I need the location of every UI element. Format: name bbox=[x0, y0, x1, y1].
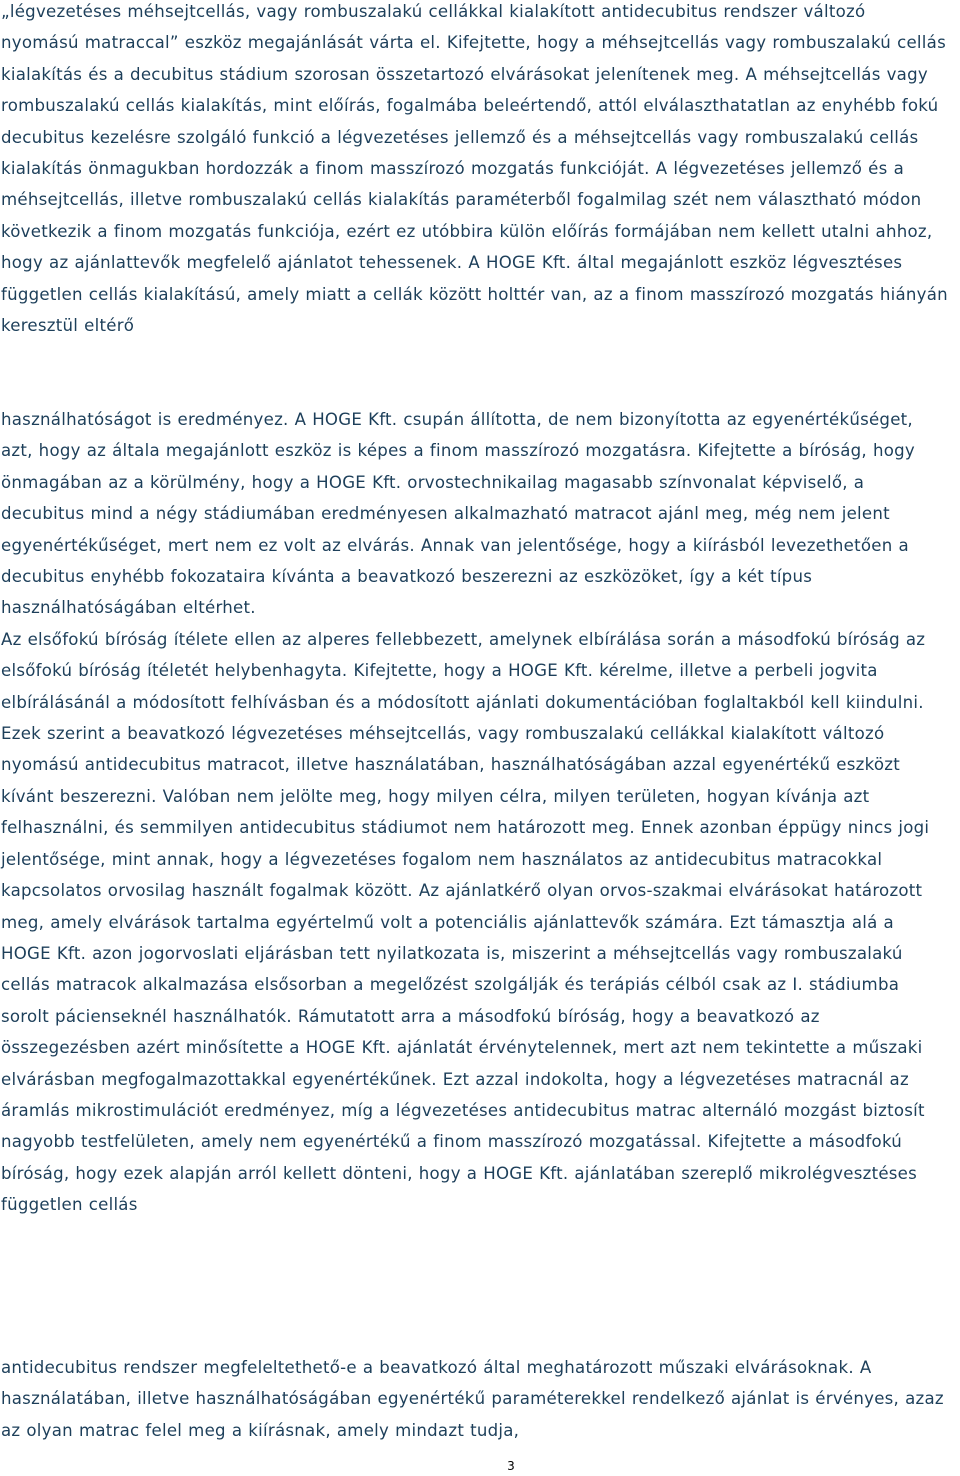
page-number: 3 bbox=[507, 1459, 515, 1473]
text-block-bottom bbox=[1, 1352, 949, 1446]
text-block-top bbox=[1, 0, 949, 341]
paragraph: Az elsőfokú bíróság ítélete ellen az alperes fellebbezett, amelynek elbírálása során a másodfokú bíróság az elsőfokú bíróság ítéletét helybenhagyta. Kifejtette, hogy a HOGE Kft. kérelme, illetve a perbeli jogvita elbírálásánál a módosított felhívásban és a módosított ajánlati dokumentációban foglaltakból kell kiindulni. Ezek szerint a beavatkozó légvezetéses méhsejtcellás, vagy rombuszalakú cellákkal kialakított változó nyomású antidecubitus matracot, illetve használatában, használhatóságában azzal egyenértékű eszközt kívánt beszerezni. Valóban nem jelölte meg, hogy milyen célra, milyen területen, hogyan kívánja azt felhasználni, és semmilyen antidecubitus stádiumot nem határozott meg. Ennek azonban éppügy nincs jogi jelentősége, mint annak, hogy a légvezetéses fogalom nem használatos az antidecubitus matracokkal kapcsolatos orvosilag használt fogalmak között. Az ajánlatkérő olyan orvos-szakmai elvárásokat határozott meg, amely elvárások tartalma egyértelmű volt a potenciális ajánlattevők számára. Ezt támasztja alá a HOGE Kft. azon jogorvoslati eljárásban tett nyilatkozata is, miszerint a méhsejtcellás vagy rombuszalakú cellás matracok alkalmazása elsősorban a megelőzést szolgálják és terápiás célból csak az I. stádiumba sorolt pácienseknél használhatók. Rámutatott arra a másodfokú bíróság, hogy a beavatkozó az összegezésben azért minősítette a HOGE Kft. ajánlatát érvénytelennek, mert azt nem tekintette a műszaki elvárásban megfogalmazottakkal egyenértékűnek. Ezt azzal indokolta, hogy a légvezetéses matracnál az áramlás mikrostimulációt eredményez, míg a légvezetéses antidecubitus matrac alternáló mozgást biztosít nagyobb testfelületen, amely nem egyenértékű a finom masszírozó mozgatással. Kifejtette a másodfokú bíróság, hogy ezek alapján arról kellett dönteni, hogy a HOGE Kft. ajánlatában szereplő mikrolégvesztéses független cellás bbox=[1, 629, 930, 1215]
text-block-middle bbox=[1, 404, 949, 1221]
paragraph: antidecubitus rendszer megfeleltethető-e a beavatkozó által meghatározott műszaki elvárásoknak. A használatában, illetve használhatóságában egyenértékű paraméterekkel rendelkező ajánlat is érvényes, azaz az olyan matrac felel meg a kiírásnak, amely mindazt tudja, bbox=[1, 1358, 944, 1440]
paragraph: „légvezetéses méhsejtcellás, vagy rombuszalakú cellákkal kialakított antidecubitus rendszer változó nyomású matraccal” eszköz megajánlását várta el. Kifejtette, hogy a méhsejtcellás vagy rombuszalakú cellás kialakítás és a decubitus stádium szorosan összetartozó elvárásokat jelenítenek meg. A méhsejtcellás vagy rombuszalakú cellás kialakítás, mint előírás, fogalmába beleértendő, attól elválaszthatatlan az enyhébb fokú decubitus kezelésre szolgáló funkció a légvezetéses jellemző és a méhsejtcellás vagy rombuszalakú cellás kialakítás önmagukban hordozzák a finom masszírozó mozgatás funkcióját. A légvezetéses jellemző és a méhsejtcellás, illetve rombuszalakú cellás kialakítás paraméterből fogalmilag szét nem választható módon következik a finom mozgatás funkciója, ezért ez utóbbira külön előírás formájában nem kellett utalni ahhoz, hogy az ajánlattevők megfelelő ajánlatot tehessenek. A HOGE Kft. által megajánlott eszköz légvesztéses független cellás kialakítású, amely miatt a cellák között holttér van, az a finom masszírozó mozgatás hiányán keresztül eltérő bbox=[1, 2, 948, 336]
paragraph: használhatóságot is eredményez. A HOGE Kft. csupán állította, de nem bizonyította az egyenértékűséget, azt, hogy az általa megajánlott eszköz is képes a finom masszírozó mozgatásra. Kifejtette a bíróság, hogy önmagában az a körülmény, hogy a HOGE Kft. orvostechnikailag magasabb színvonalat képviselő, a decubitus mind a négy stádiumában eredményesen alkalmazható matracot ajánl meg, még nem jelent egyenértékűséget, mert nem ez volt az elvárás. Annak van jelentősége, hogy a kiírásból levezethetően a decubitus enyhébb fokozataira kívánta a beavatkozó beszerezni az eszközöket, így a két típus használhatóságában eltérhet. bbox=[1, 410, 915, 618]
